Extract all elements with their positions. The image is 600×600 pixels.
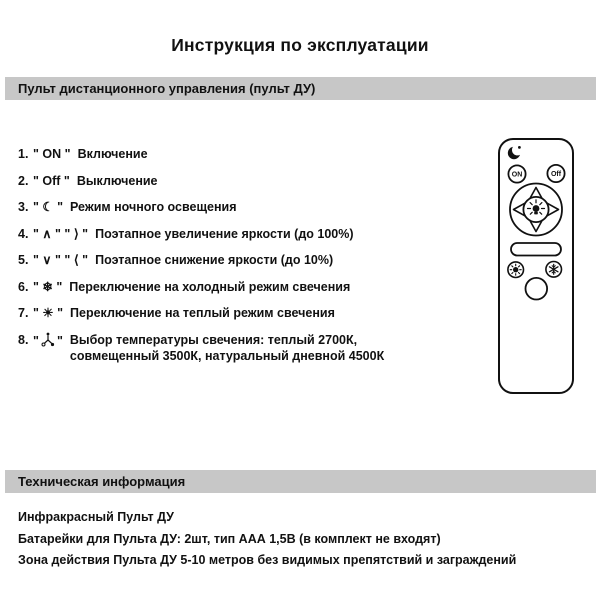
item-number: 1.: [18, 147, 29, 161]
sun-icon: [510, 264, 521, 275]
item-number: 5.: [18, 253, 29, 267]
chevron-down-and-left-icons: " ∨ " " ⟨ ": [33, 253, 89, 267]
instruction-item-off: [18, 173, 488, 189]
item-text: Поэтапное снижение яркости (до 10%): [95, 253, 334, 267]
svg-text:Off: Off: [550, 171, 562, 179]
instruction-item-warm-mode: [18, 305, 488, 321]
instruction-item-brightness-down: [18, 252, 488, 268]
tech-line-remote-type: Инфракрасный Пульт ДУ: [18, 510, 174, 524]
svg-text:ON: ON: [511, 171, 523, 179]
item-text: Поэтапное увеличение яркости (до 100%): [95, 226, 354, 241]
item-number: 4.: [18, 226, 29, 241]
item-number: 6.: [18, 279, 29, 294]
tech-line-batteries: Батарейки для Пульта ДУ: 2шт, тип ААА 1,5В (в комплект не входят): [18, 531, 441, 546]
item-text: Переключение на холодный режим свечения: [69, 279, 351, 294]
instruction-list: [18, 146, 488, 374]
instruction-item-night-mode: [18, 199, 488, 215]
tech-info: [18, 507, 588, 572]
tech-section-header: [5, 470, 596, 493]
page-title: Инструкция по эксплуатации: [171, 35, 429, 55]
instruction-item-brightness-up: [18, 226, 488, 242]
chevron-up-and-right-icons: " ∧ " " ⟩ ": [33, 226, 89, 241]
item-text: Переключение на теплый режим свечения: [70, 306, 335, 320]
item-number: 2.: [18, 173, 29, 188]
instruction-item-on: [18, 146, 488, 162]
item-text: Выключение: [76, 173, 158, 188]
instruction-item-cold-mode: [18, 279, 488, 295]
off-button: [547, 165, 564, 182]
on-button: [508, 165, 525, 182]
tech-line-range: Зона действия Пульта ДУ 5-10 метров без видимых препятствий и заграждений: [18, 553, 517, 567]
item-symbol: " Off ": [33, 173, 70, 188]
item-text: Выбор температуры свечения: теплый 2700К, совмещенный 3500К, натуральный дневной 4500К: [69, 332, 385, 363]
tech-section-heading-text: Техническая информация: [18, 474, 186, 489]
item-symbol: " ": [33, 333, 63, 348]
remote-section-heading-text: Пульт дистанционного управления (пульт ДУ): [18, 81, 316, 96]
item-text: Режим ночного освещения: [70, 200, 237, 214]
remote-illustration: [496, 136, 574, 394]
remote-section-header: [5, 77, 596, 100]
item-symbol: " ON ": [33, 147, 71, 161]
item-number: 7.: [18, 306, 29, 320]
item-number: 8.: [18, 332, 29, 347]
moon-icon: " ☾ ": [33, 200, 64, 214]
item-number: 3.: [18, 200, 29, 214]
item-text: Включение: [77, 147, 148, 161]
color-temp-select-button: [526, 278, 548, 300]
snowflake-icon: " ❄ ": [33, 279, 63, 294]
pill-button: [511, 243, 561, 256]
instruction-item-color-temp: [18, 332, 488, 364]
warm-mode-button: [508, 262, 524, 278]
color-temp-branch-icon: [41, 332, 55, 347]
sun-icon: " ☀ ": [33, 306, 64, 320]
cold-mode-button: [546, 262, 562, 278]
